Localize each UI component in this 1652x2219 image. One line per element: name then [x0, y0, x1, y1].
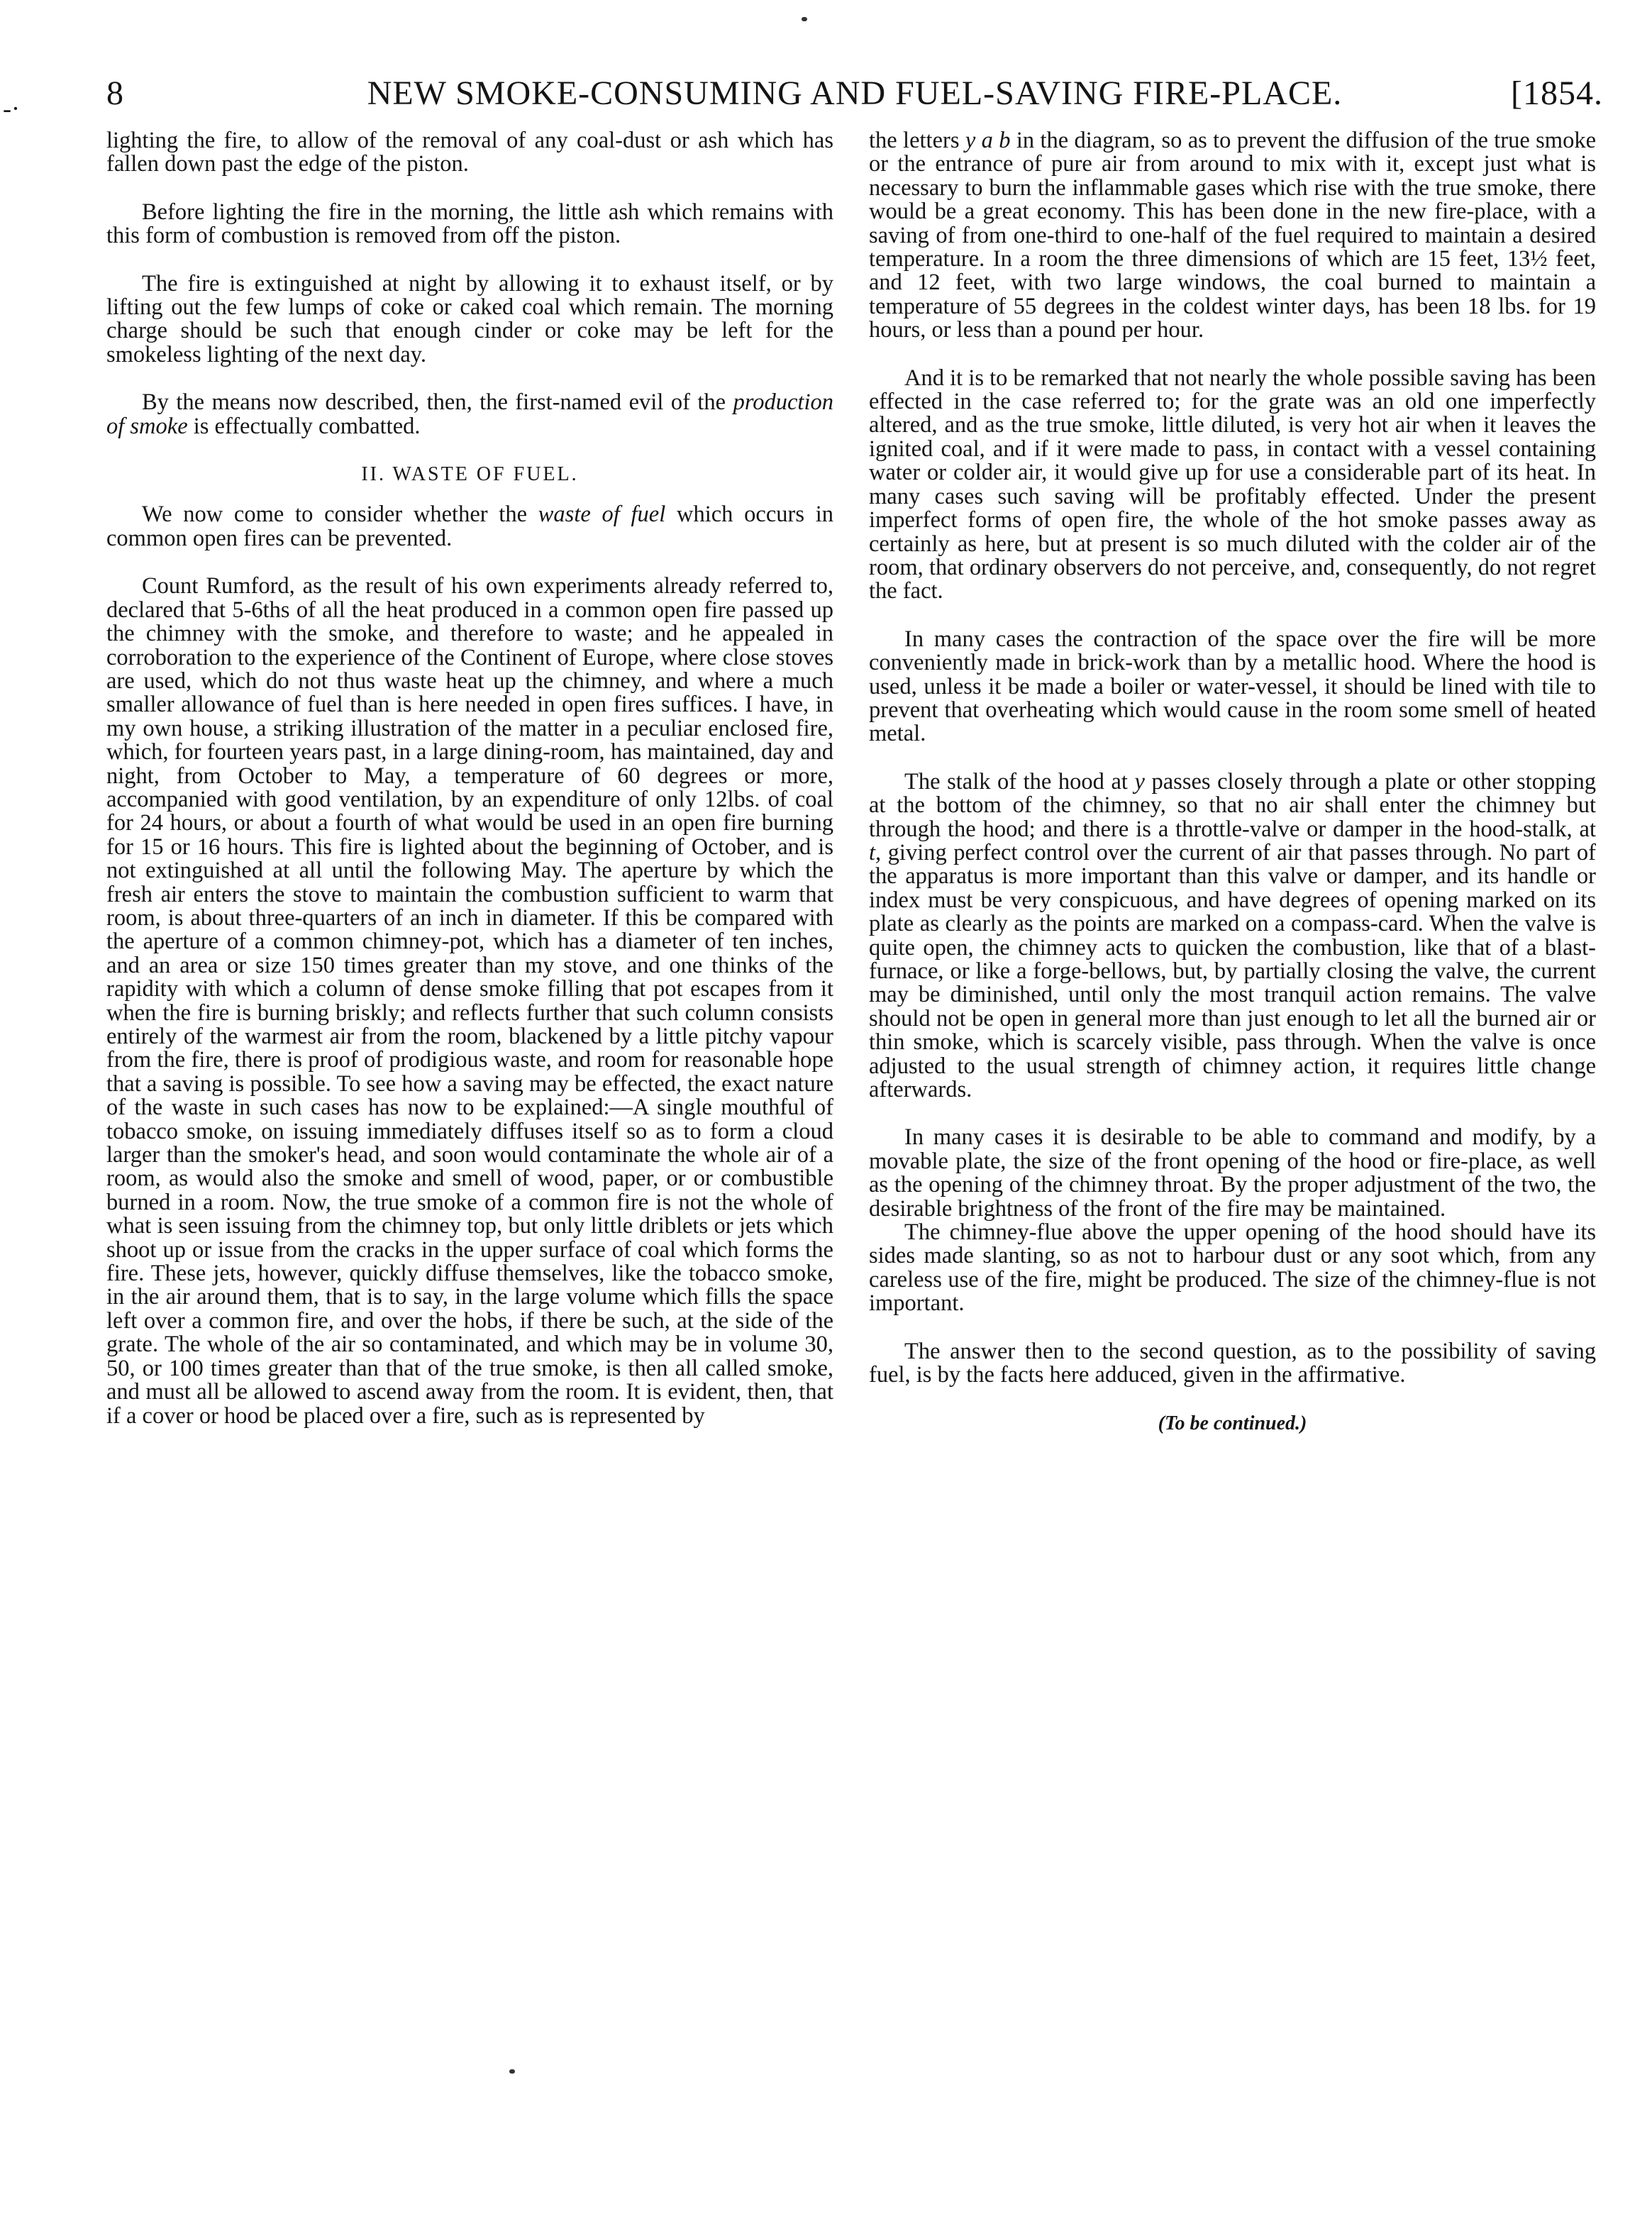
year-label: [1854.: [1511, 74, 1603, 112]
paragraph: The stalk of the hood at y passes closely through a plate or other stopping at the bottom of the chimney, so that no air shall enter the chimney but through the hood; and there is a throttle-valve or damper in the hood-stalk, at t, giving perfect control over the current of air that passes through. No part of the apparatus is more important than this valve or damper, and its handle or index must be very conspicuous, and have degrees of opening marked on its plate as clearly as the points are marked on a compass-card. When the valve is quite open, the chimney acts to quicken the combustion, like that of a blast-furnace, or like a forge-bellows, but, by partially closing the valve, the current may be diminished, until only the most tranquil action remains. The valve should not be open in general more than just enough to let all the burned air or thin smoke, which is scarcely visible, pass through. When the valve is once adjusted to the usual strength of chimney action, it requires little change afterwards.: [869, 768, 1596, 1103]
right-column: [869, 129, 1596, 1435]
paragraph: In many cases the contraction of the space over the fire will be more conveniently made in brick-work than by a metallic hood. Where the hood is used, unless it be made a boiler or water-vessel, it should be lined with tile to prevent that overheating which would cause in the room some smell of heated metal.: [869, 626, 1596, 747]
ink-speck: [509, 2069, 515, 2074]
page-title: NEW SMOKE-CONSUMING AND FUEL-SAVING FIRE-PLACE.: [367, 74, 1343, 112]
paragraph: The answer then to the second question, as to the possibility of saving fuel, is by the facts here adduced, given in the affirmative.: [869, 1338, 1596, 1388]
edge-mark: -·: [3, 94, 20, 123]
continued-note: (To be continued.): [1158, 1412, 1307, 1434]
paragraph: the letters y a b in the diagram, so as to prevent the diffusion of the true smoke or the entrance of pure air from around to mix with it, except just what is necessary to burn the inflammable gases which rise with the true smoke, there would be a great economy. This has been done in the new fire-place, with a saving of from one-third to one-half of the fuel required to maintain a desired temperature. In a room the three dimensions of which are 15 feet, 13½ feet, and 12 feet, with two large windows, the coal burned to maintain a temperature of 55 degrees in the coldest winter days, has been 18 lbs. for 19 hours, or less than a pound per hour.: [869, 128, 1596, 343]
section-heading: II. WASTE OF FUEL.: [361, 463, 579, 486]
paragraph: Count Rumford, as the result of his own experiments already referred to, declared that 5-6ths of all the heat produced in a common open fire passed up the chimney with the smoke, and therefore to waste; and he appealed in corroboration to the experience of the Continent of Europe, where close stoves are used, which do not thus waste heat up the chimney, and where a much smaller allowance of fuel than is here needed in open fires suffices. I have, in my own house, a striking illustration of the matter in a peculiar enclosed fire, which, for fourteen years past, in a large dining-room, has maintained, day and night, from October to May, a temperature of 60 degrees or more, accompanied with good ventilation, by an expenditure of only 12lbs. of coal for 24 hours, or about a fourth of what would be used in an open fire burning for 15 or 16 hours. This fire is lighted about the beginning of October, and is not extinguished at all until the following May. The aperture by which the fresh air enters the stove to maintain the combustion sufficient to warm that room, is about three-quarters of an inch in diameter. If this be compared with the aperture of a common chimney-pot, which has a diameter of ten inches, and an area or size 150 times greater than my stove, and one thinks of the rapidity with which a column of dense smoke filling that pot escapes from it when the fire is burning briskly; and reflects further that such column consists entirely of the warmest air from the room, blackened by a little pitchy vapour from the fire, there is proof of prodigious waste, and room for reasonable hope that a saving is possible. To see how a saving may be effected, the exact nature of the waste in such cases has now to be explained:—A single mouthful of tobacco smoke, on issuing immediately diffuses itself so as to form a cloud larger than the smoker's head, and soon would contaminate the whole air of a room, as would also the smoke and smell of wood, paper, or or combustible burned in a room. Now, the true smoke of a common fire is not the whole of what is seen issuing from the chimney top, but only little driblets or jets which shoot up or issue from the cracks in the upper surface of coal which forms the fire. These jets, however, quickly diffuse themselves, like the tobacco smoke, in the air around them, that is to say, in the large volume which fills the space left over a common fire, and over the hobs, if there be such, at the side of the grate. The whole of the air so contaminated, and which may be in volume 30, 50, or 100 times greater than that of the true smoke, is then all called smoke, and must all be allowed to ascend away from the room. It is evident, then, that if a cover or hood be placed over a fire, such as is represented by: [106, 573, 833, 1429]
running-head: [106, 74, 1603, 116]
paragraph: lighting the fire, to allow of the removal of any coal-dust or ash which has fallen down past the edge of the piston.: [106, 128, 833, 177]
paragraph: The fire is extinguished at night by allowing it to exhaust itself, or by lifting out the few lumps of coke or caked coal which remain. The morning charge should be such that enough cinder or coke may be left for the smokeless lighting of the next day.: [106, 270, 833, 367]
paragraph: Before lighting the fire in the morning, the little ash which remains with this form of combustion is removed from off the piston.: [106, 199, 833, 249]
paragraph: By the means now described, then, the first-named evil of the production of smoke is effectually combatted.: [106, 389, 833, 439]
paragraph: In many cases it is desirable to be able to command and modify, by a movable plate, the size of the front opening of the hood or fire-place, as well as the opening of the chimney throat. By the proper adjustment of the two, the desirable brightness of the front of the fire may be maintained.: [869, 1124, 1596, 1222]
paragraph: We now come to consider whether the waste of fuel which occurs in common open fires can be prevented.: [106, 502, 833, 551]
left-column: [106, 129, 833, 1452]
page-number: 8: [106, 74, 124, 112]
ink-speck: [802, 17, 807, 21]
paragraph: The chimney-flue above the upper opening of the hood should have its sides made slanting, so as not to harbour dust or any soot which, from any careless use of the fire, might be produced. The size of the chimney-flue is not important.: [869, 1219, 1596, 1317]
paragraph: And it is to be remarked that not nearly the whole possible saving has been effected in the case referred to; for the grate was an old one imperfectly altered, and as the true smoke, little diluted, is very hot air when it leaves the ignited coal, and if it were made to pass, in contact with a vessel containing water or colder air, it would give up for use a considerable part of its heat. In many cases such saving will be profitably effected. Under the present imperfect forms of open fire, the whole of the hot smoke passes away as certainly as here, but at present is so much diluted with the colder air of the room, that ordinary observers do not perceive, and, consequently, do not regret the fact.: [869, 365, 1596, 604]
